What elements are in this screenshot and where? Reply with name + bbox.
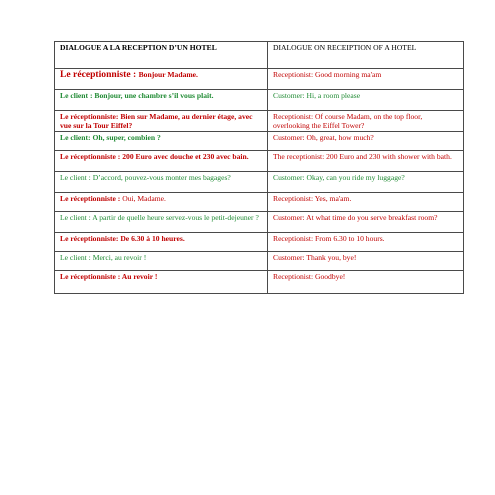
line-text: Bonjour, une chambre s’il vous plait.: [94, 91, 214, 100]
english-line: Customer: Okay, can you ride my luggage?: [268, 172, 464, 193]
french-line: [55, 132, 268, 151]
line-text: 200 Euro avec douche et 230 avec bain.: [122, 152, 249, 161]
french-line: [55, 90, 268, 111]
speaker-label: Le réceptionniste:: [60, 234, 121, 243]
line-text: Merci, au revoir !: [92, 253, 147, 262]
line-text: De 6.30 à 10 heures.: [120, 234, 185, 243]
speaker-label: Le client:: [60, 133, 93, 142]
french-line: [55, 151, 268, 172]
speaker-label: Le réceptionniste :: [60, 69, 139, 80]
dialogue-table: [54, 41, 464, 294]
french-line: [55, 252, 268, 271]
line-text: D’accord, pouvez-vous monter mes bagages?: [92, 173, 231, 182]
table-row: [55, 90, 464, 111]
english-line: Customer: Thank you, bye!: [268, 252, 464, 271]
table-row: [55, 212, 464, 233]
french-line: [55, 193, 268, 212]
table-row: [55, 132, 464, 151]
french-line: [55, 233, 268, 252]
table-row: [55, 252, 464, 271]
english-line: Receptionist: Good morning ma'am: [268, 69, 464, 90]
header-french: DIALOGUE A LA RECEPTION D’UN HOTEL: [55, 42, 268, 69]
header-english: DIALOGUE ON RECEIPTION OF A HOTEL: [268, 42, 464, 69]
english-line: Receptionist: Yes, ma'am.: [268, 193, 464, 212]
english-line: Receptionist: From 6.30 to 10 hours.: [268, 233, 464, 252]
speaker-label: Le réceptionniste :: [60, 272, 122, 281]
english-line: Customer: Hi, a room please: [268, 90, 464, 111]
line-text: Bonjour Madame.: [138, 70, 198, 79]
french-line: [55, 172, 268, 193]
speaker-label: Le client :: [60, 213, 93, 222]
english-line: Receptionist: Goodbye!: [268, 271, 464, 294]
speaker-label: Le client :: [60, 173, 93, 182]
speaker-label: Le réceptionniste:: [60, 112, 121, 121]
line-text: Bien sur Madame, au dernier étage, avec vue sur la Tour Eiffel?: [60, 112, 253, 130]
speaker-label: Le client :: [60, 253, 93, 262]
english-line: The receptionist: 200 Euro and 230 with shower with bath.: [268, 151, 464, 172]
table-row: [55, 111, 464, 132]
french-line: [55, 271, 268, 294]
english-line: Customer: Oh, great, how much?: [268, 132, 464, 151]
speaker-label: Le réceptionniste :: [60, 194, 123, 203]
table-row: [55, 193, 464, 212]
table-row: [55, 69, 464, 90]
table-row: [55, 271, 464, 294]
french-line: [55, 111, 268, 132]
speaker-label: Le réceptionniste :: [60, 152, 123, 161]
table-row: [55, 172, 464, 193]
english-line: Customer: At what time do you serve breakfast room?: [268, 212, 464, 233]
french-line: [55, 69, 268, 90]
table-row: [55, 151, 464, 172]
speaker-label: Le client :: [60, 91, 95, 100]
line-text: Oui, Madame.: [122, 194, 166, 203]
table-header-row: [55, 42, 464, 69]
line-text: A partir de quelle heure servez-vous le petit-dejeuner ?: [92, 213, 259, 222]
table-row: [55, 233, 464, 252]
french-line: [55, 212, 268, 233]
line-text: Au revoir !: [121, 272, 158, 281]
line-text: Oh, super, combien ?: [92, 133, 161, 142]
english-line: Receptionist: Of course Madam, on the top floor, overlooking the Eiffel Tower?: [268, 111, 464, 132]
